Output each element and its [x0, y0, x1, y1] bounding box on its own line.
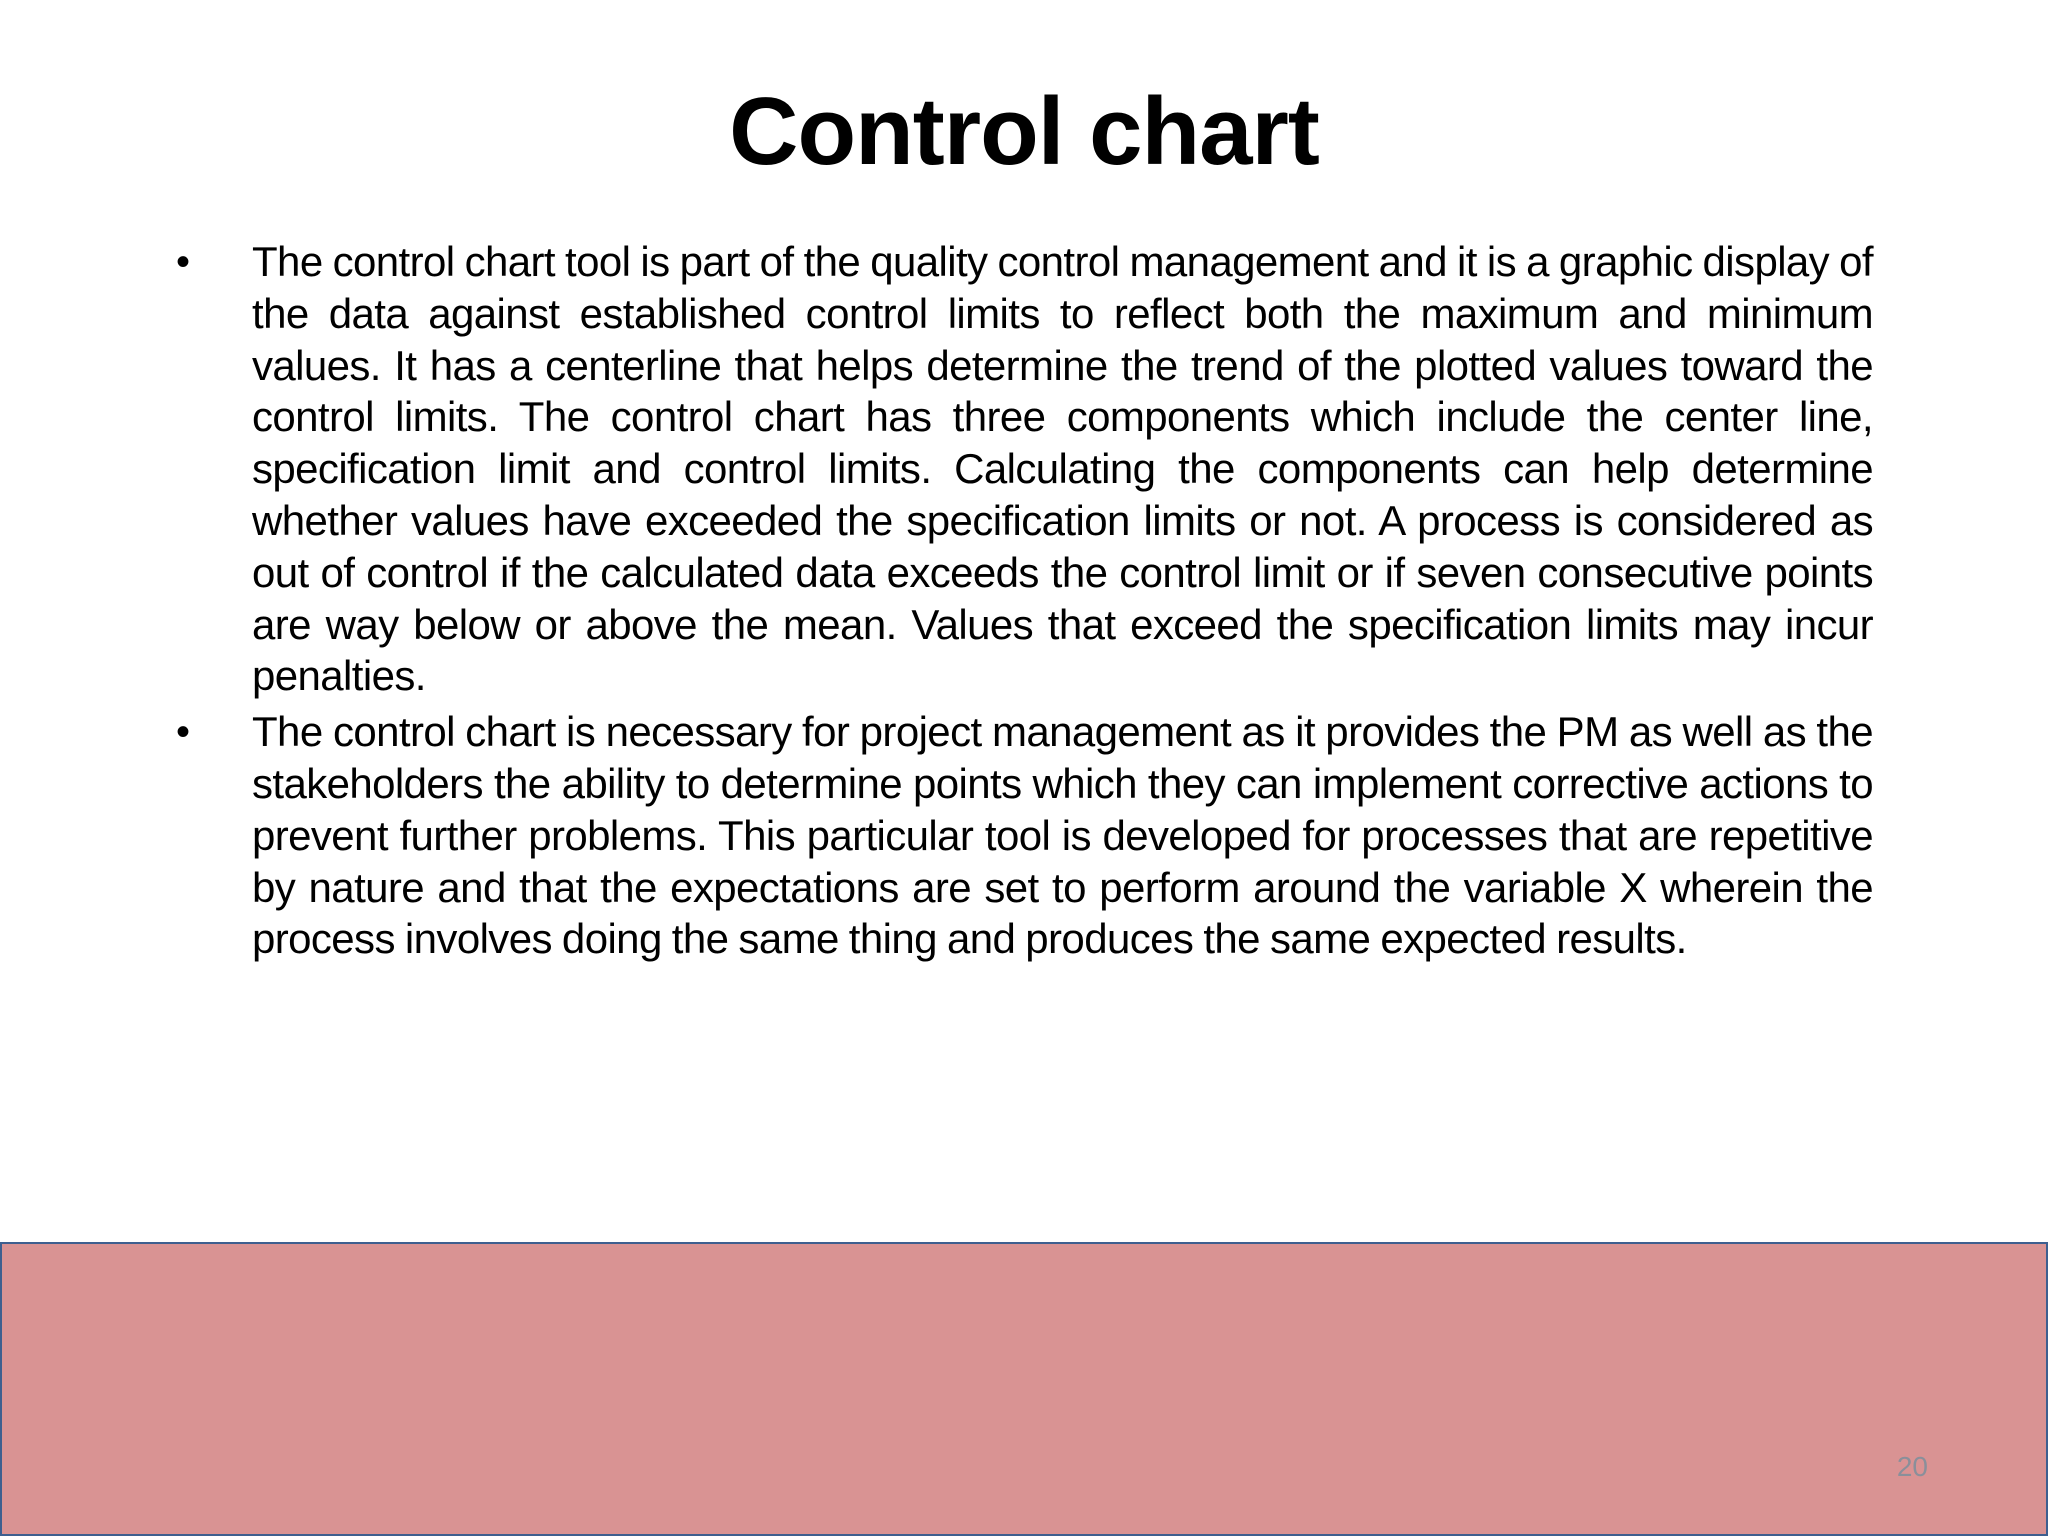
slide-title: Control chart [729, 78, 1319, 185]
bullet-text: The control chart is necessary for project management as it provides the PM as well as the stakeholders the ability to determine points which they can implement corrective actions to prevent further problems. This particular tool is developed for processes that are repetitive by nature and that the expectations are set to perform around the variable X wherein the process involves doing the same thing and produces the same expected results. [252, 708, 1873, 963]
footer-band [0, 1242, 2048, 1536]
bullet-item-1 [168, 236, 1873, 702]
bullet-marker: • [176, 710, 191, 755]
bullet-text: The control chart tool is part of the quality control management and it is a graphic display of the data against established control limits to reflect both the maximum and minimum values. It has a centerline that helps determine the trend of the plotted values toward the control limits. The control chart has three components which include the center line, specification limit and control limits. Calculating the components can help determine whether values have exceeded the specification limits or not. A process is considered as out of control if the calculated data exceeds the control limit or if seven consecutive points are way below or above the mean. Values that exceed the specification limits may incur penalties. [252, 238, 1873, 700]
bullet-marker: • [176, 240, 191, 284]
page-number: 20 [1896, 1451, 1928, 1482]
bullet-item-2 [168, 706, 1873, 965]
bullet-list [168, 236, 1873, 969]
